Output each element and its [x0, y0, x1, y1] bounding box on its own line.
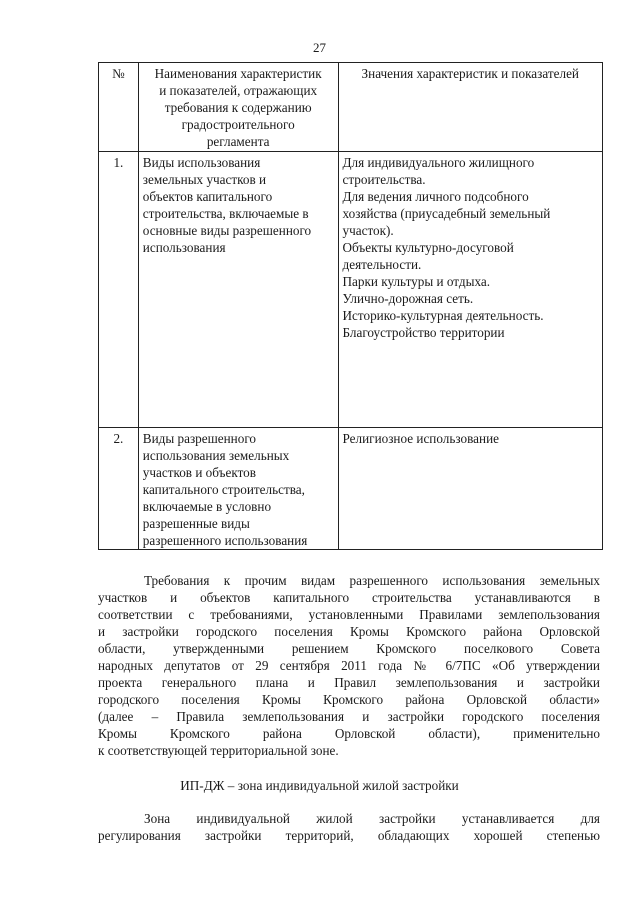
- row-name-line: участков и объектов: [142, 465, 256, 480]
- row-name-line: разрешенного использования: [142, 533, 308, 548]
- paragraph-line: Требования к прочим видам разрешенного использования земельных: [144, 573, 600, 588]
- row-value-line: Историко-культурная деятельность.: [342, 308, 544, 323]
- row-value-line: Для ведения личного подсобного: [342, 189, 529, 204]
- paragraph-line: Кромы Кромского района Орловской области), применительно: [98, 726, 600, 741]
- row-value: [338, 152, 602, 428]
- row-name-line: использования земельных: [142, 448, 290, 463]
- row-name: [138, 152, 338, 428]
- row-name-line: объектов капитального: [142, 189, 273, 204]
- paragraph-line: к соответствующей территориальной зоне.: [98, 743, 339, 758]
- row-name-line: строительства, включаемые в: [142, 206, 309, 221]
- row-name-line: основные виды разрешенного: [142, 223, 312, 238]
- table-row: [99, 428, 603, 550]
- row-value-line: Религиозное использование: [342, 431, 499, 446]
- row-value-line: Благоустройство территории: [342, 325, 505, 340]
- paragraph-line: области, утвержденными решением Кромского поселкового Совета: [98, 641, 600, 656]
- row-name-line: использования: [142, 240, 226, 255]
- regulations-table: [98, 62, 603, 550]
- table-header-row: [99, 63, 603, 152]
- row-value-line: участок).: [342, 223, 394, 238]
- row-name-line: земельных участков и: [142, 172, 267, 187]
- row-value-line: строительства.: [342, 172, 426, 187]
- paragraph-line: соответствии с требованиями, установленными Правилами землепользования: [98, 607, 600, 622]
- paragraph-line: проекта генерального плана и Правил землепользования и застройки: [98, 675, 600, 690]
- zone-paragraph: [98, 810, 600, 844]
- row-value-line: Объекты культурно-досуговой: [342, 240, 514, 255]
- section-title: ИП-ДЖ – зона индивидуальной жилой застройки: [180, 778, 459, 793]
- row-name: [138, 428, 338, 550]
- table-row: [99, 152, 603, 428]
- row-number: 1.: [99, 152, 139, 428]
- paragraph-line: народных депутатов от 29 сентября 2011 года № 6/7ПС «Об утверждении: [98, 658, 600, 673]
- paragraph-line: Зона индивидуальной жилой застройки устанавливается для: [144, 811, 600, 826]
- row-value-line: хозяйства (приусадебный земельный: [342, 206, 551, 221]
- paragraph-line: (далее – Правила землепользования и застройки городского поселения: [98, 709, 600, 724]
- page-number: 27: [313, 40, 326, 55]
- header-name-line: градостроительного: [181, 117, 295, 132]
- row-value: [338, 428, 602, 550]
- header-value: Значения характеристик и показателей: [338, 63, 602, 152]
- row-name-line: включаемые в условно: [142, 499, 272, 514]
- paragraph-line: регулирования застройки территорий, обладающих хорошей степенью: [98, 828, 600, 843]
- row-value-line: Парки культуры и отдыха.: [342, 274, 491, 289]
- row-number: 2.: [99, 428, 139, 550]
- paragraph-line: участков и объектов капитального строительства устанавливаются в: [98, 590, 600, 605]
- header-name: [138, 63, 338, 152]
- header-num: №: [99, 63, 139, 152]
- row-name-line: разрешенные виды: [142, 516, 250, 531]
- row-name-line: Виды разрешенного: [142, 431, 256, 446]
- header-name-line: регламента: [206, 134, 270, 149]
- row-name-line: капитального строительства,: [142, 482, 305, 497]
- paragraph-line: и застройки городского поселения Кромы Кромского района Орловской: [98, 624, 600, 639]
- paragraph-line: городского поселения Кромы Кромского района Орловской области»: [98, 692, 600, 707]
- requirements-paragraph: [98, 572, 600, 759]
- header-name-line: требования к содержанию: [164, 100, 312, 115]
- row-value-line: Улично-дорожная сеть.: [342, 291, 474, 306]
- row-name-line: Виды использования: [142, 155, 261, 170]
- row-value-line: Для индивидуального жилищного: [342, 155, 535, 170]
- header-name-line: Наименования характеристик: [154, 66, 322, 81]
- row-value-line: деятельности.: [342, 257, 422, 272]
- header-name-line: и показателей, отражающих: [159, 83, 318, 98]
